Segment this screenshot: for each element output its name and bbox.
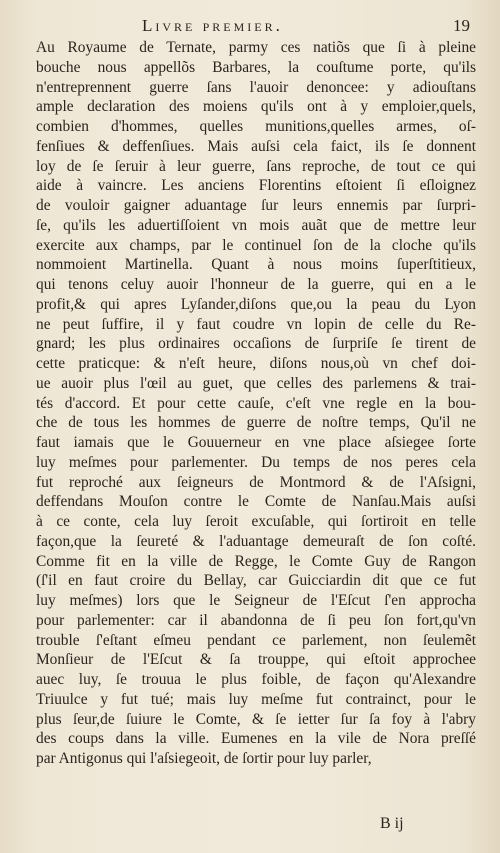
text-line: fut reproché aux ſeigneurs de Montmord & de l'Aſsigni,: [36, 473, 476, 491]
text-line: de vouloir gaigner aduantage ſur leurs ennemis par ſurpri-: [36, 197, 476, 214]
text-line: aide à vaincre. Les anciens Florentins eſtoient ſi eſloignez: [36, 177, 476, 195]
text-line: che de tous les hommes de guerre de noſtre temps, Qu'il ne: [36, 414, 476, 432]
text-line: fenſiues & deffenſiues. Mais auſsi cela faict, ils ſe donnent: [36, 137, 476, 155]
text-line: Comme fit en la ville de Regge, le Comte Guy de Rangon: [36, 552, 476, 570]
text-line: ue auoir plus l'œil au guet, que celles des parlemens & trai-: [36, 374, 476, 392]
text-line: exercite aux champs, par le continuel ſon de la cloche qu'ils: [36, 236, 476, 254]
text-line: Triuulce y fut tué; mais luy meſme fut contrainct, pour le: [36, 690, 476, 708]
text-line: des coups dans la ville. Eumenes en la vile de Nora preſſé: [36, 730, 476, 748]
text-line: façon,que la ſeureté & l'aduantage demeuraſt de ſon coſté.: [36, 532, 476, 550]
text-line: ſe, qu'ils les aduertiſſoient vn mois auãt que de mettre leur: [36, 216, 476, 234]
text-line: plus ſeur,de ſuiure le Comte, & ſe ietter ſur ſa foy à l'abry: [36, 710, 476, 728]
text-line: Monſieur de l'Eſcut & ſa trouppe, qui eſtoit approchee: [36, 651, 476, 669]
running-head: Livre premier.: [142, 16, 283, 35]
text-line: gnard; les plus ordinaires occaſions de ſurpriſe ſe tirent de: [36, 335, 476, 353]
text-line: trouble ſ'eſtant eſmeu pendant ce parlement, non ſeulemẽt: [36, 631, 476, 649]
text-line: ample declaration des moiens qu'ils ont à y emploier,quels,: [36, 98, 476, 116]
signature-mark: B ij: [380, 815, 404, 832]
text-line: à ce conte, cela luy ſeroit excuſable, qui ſortiroit en telle: [36, 513, 476, 530]
text-line: ne peut ſuffire, il y faut coudre vn lopin de celle du Re-: [36, 315, 476, 333]
page-number: 19: [453, 16, 470, 35]
text-line: nommoient Martinella. Quant à nous moins ſuperſtitieux,: [36, 256, 476, 274]
text-line: cette praticque: & n'eſt heure, diſons nous,où vn chef doi-: [36, 355, 476, 372]
text-line: luy meſmes pour parlementer. Du temps de nos peres cela: [36, 453, 476, 471]
text-line: faut iamais que le Gouuerneur en vne place aſsiegee ſorte: [36, 434, 476, 451]
text-line: tés d'accord. Et pour cette cauſe, c'eſt vne regle en la bou-: [36, 394, 476, 412]
text-line: auec luy, ſe trouua le plus foible, de façon qu'Alexandre: [36, 671, 476, 688]
text-line: n'entreprennent guerre ſans l'auoir denoncee: y adiouſtans: [36, 78, 476, 96]
text-line: profit,& qui apres Lyſander,diſons que,ou la peau du Lyon: [36, 295, 476, 313]
text-line: pour parlementer: car il abandonna de ſi peu ſon fort,qu'vn: [36, 611, 476, 629]
text-line: Au Royaume de Ternate, parmy ces natiõs que ſi à pleine: [36, 39, 476, 56]
text-line: par Antigonus qui l'aſsiegeoit, de ſortir pour luy parler,: [36, 750, 372, 767]
page-header: [52, 14, 470, 38]
text-line: qui tenons celuy auoir l'honneur de la guerre, qui en a le: [36, 276, 476, 293]
text-line: deffendans Mouſon contre le Comte de Nanſau.Mais auſsi: [36, 493, 476, 511]
text-line: bouche nous appellõs Barbares, la couſtume porte, qu'ils: [36, 58, 476, 76]
text-line: combien d'hommes, quelles munitions,quelles armes, oſ-: [36, 118, 476, 135]
text-line: luy meſmes) lors que le Seigneur de l'Eſcut ſ'en approcha: [36, 592, 476, 609]
text-line: (ſ'il en faut croire du Bellay, car Guicciardin dit que ce fut: [36, 572, 476, 590]
body-text: [36, 38, 476, 769]
text-line: loy de ſe ſeruir à leur guerre, ſans reproche, de tout ce qui: [36, 157, 476, 175]
